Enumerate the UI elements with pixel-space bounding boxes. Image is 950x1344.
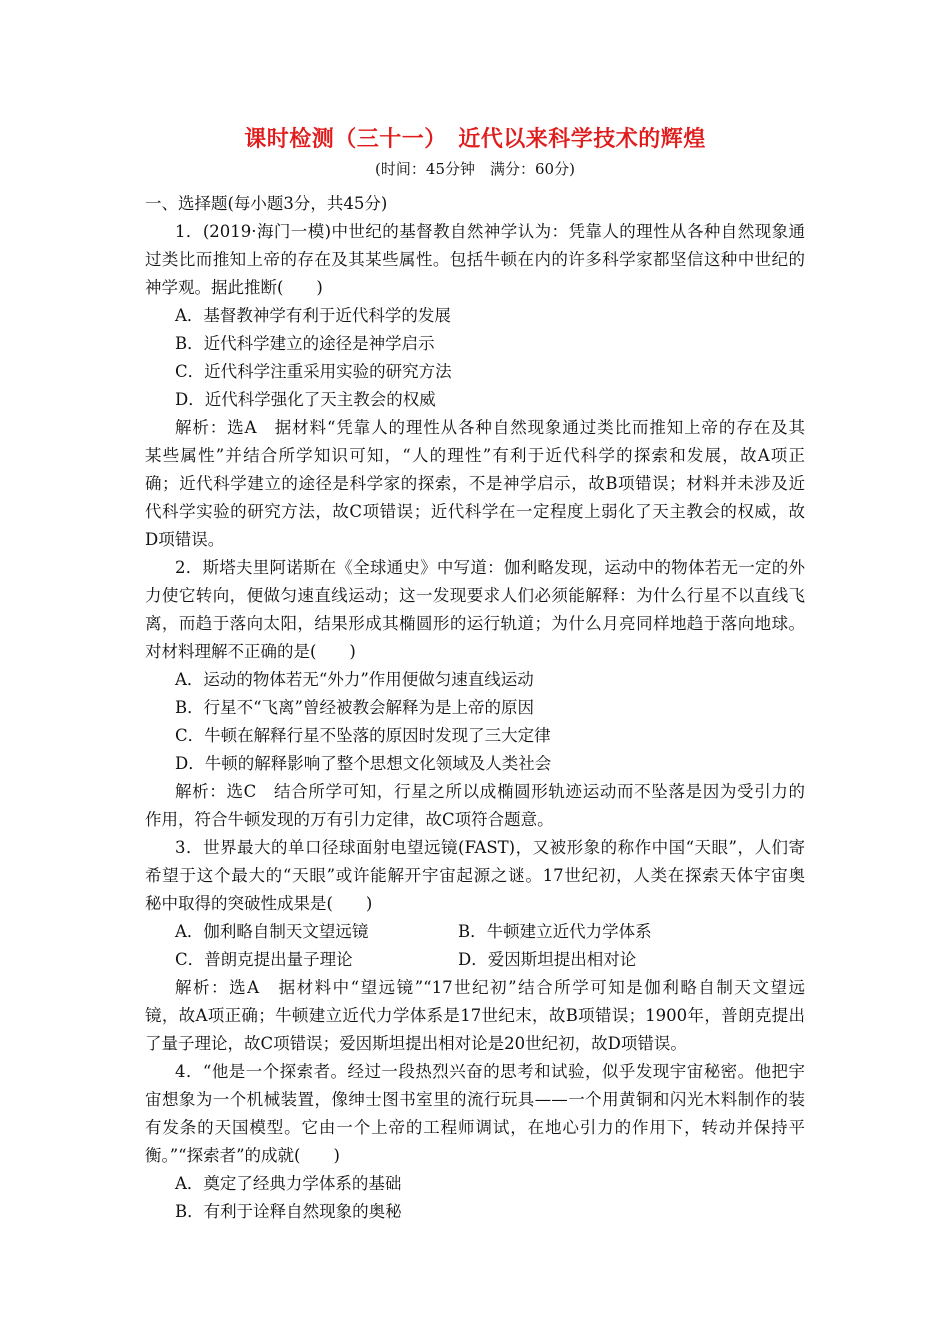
q2-stem-line-3: 离，而趋于落向太阳，结果形成其椭圆形的运行轨道；为什么月亮同样地趋于落向地球。 xyxy=(145,614,805,633)
q2-analysis-line-2: 作用，符合牛顿发现的万有引力定律，故C项符合题意。 xyxy=(145,810,554,829)
q4-stem-line-2: 宙想象为一个机械装置，像绅士图书室里的流行玩具——一个用黄铜和闪光木料制作的装 xyxy=(145,1090,805,1109)
q3-analysis-line-3: 了量子理论，故C项错误；爱因斯坦提出相对论是20世纪初，故D项错误。 xyxy=(145,1034,687,1053)
q1-stem-line-3: 神学观。据此推断( ) xyxy=(145,278,323,297)
q3-stem-line-2: 希望于这个最大的“天眼”或许能解开宇宙起源之谜。17世纪初，人类在探索天体宇宙奥 xyxy=(145,866,805,885)
q4-stem-line-3: 有发条的天国模型。它由一个上帝的工程师调试，在地心引力的作用下，转动并保持平 xyxy=(145,1118,805,1137)
q3-stem-line-1: 3．世界最大的单口径球面射电望远镜(FAST)，又被形象的称作中国“天眼”，人们寄 xyxy=(175,838,805,857)
q4-option-a: A．奠定了经典力学体系的基础 xyxy=(175,1174,402,1193)
q4-stem-line-1: 4．“他是一个探索者。经过一段热烈兴奋的思考和试验，似乎发现宇宙秘密。他把宇 xyxy=(175,1062,805,1081)
q1-analysis-line-1: 解析：选A 据材料“凭靠人的理性从各种自然现象通过类比而推知上帝的存在及其 xyxy=(175,418,805,437)
q2-stem-line-4: 对材料理解不正确的是( ) xyxy=(145,642,356,661)
q2-stem-line-1: 2．斯塔夫里阿诺斯在《全球通史》中写道：伽利略发现，运动中的物体若无一定的外 xyxy=(175,558,805,577)
q1-option-a: A．基督教神学有利于近代科学的发展 xyxy=(175,306,451,325)
q3-option-a: A．伽利略自制天文望远镜 xyxy=(175,922,369,941)
q2-option-d: D．牛顿的解释影响了整个思想文化领域及人类社会 xyxy=(175,754,552,773)
q1-option-d: D．近代科学强化了天主教会的权威 xyxy=(175,390,436,409)
q3-analysis-line-1: 解析：选A 据材料中“望远镜”“17世纪初”结合所学可知是伽利略自制天文望远 xyxy=(175,978,805,997)
q2-stem-line-2: 力使它转向，便做匀速直线运动；这一发现要求人们必须能解释：为什么行星不以直线飞 xyxy=(145,586,805,605)
q2-analysis-line-1: 解析：选C 结合所学可知，行星之所以成椭圆形轨迹运动而不坠落是因为受引力的 xyxy=(175,782,805,801)
page-title: 课时检测（三十一） 近代以来科学技术的辉煌 xyxy=(244,127,706,152)
q1-analysis-line-2: 某些属性”并结合所学知识可知，“人的理性”有利于近代科学的探索和发展，故A项正 xyxy=(145,446,805,465)
page-subtitle: (时间：45分钟 满分：60分) xyxy=(375,160,575,178)
q3-option-b: B．牛顿建立近代力学体系 xyxy=(458,922,652,941)
q1-analysis-line-3: 确；近代科学建立的途径是科学家的探索，不是神学启示，故B项错误；材料并未涉及近 xyxy=(145,474,805,493)
q1-option-b: B．近代科学建立的途径是神学启示 xyxy=(175,334,435,353)
q1-analysis-line-5: D项错误。 xyxy=(145,530,225,549)
q1-stem-line-2: 过类比而推知上帝的存在及其某些属性。包括牛顿在内的许多科学家都坚信这种中世纪的 xyxy=(145,250,805,269)
section-heading: 一、选择题(每小题3分，共45分) xyxy=(145,194,388,213)
q4-option-b: B．有利于诠释自然现象的奥秘 xyxy=(175,1202,402,1221)
q1-analysis-line-4: 代科学实验的研究方法，故C项错误；近代科学在一定程度上弱化了天主教会的权威，故 xyxy=(145,502,805,521)
q2-option-c: C．牛顿在解释行星不坠落的原因时发现了三大定律 xyxy=(175,726,551,745)
q2-option-b: B．行星不“飞离”曾经被教会解释为是上帝的原因 xyxy=(175,698,534,717)
q1-stem-line-1: 1．(2019·海门一模)中世纪的基督教自然神学认为：凭靠人的理性从各种自然现象通 xyxy=(175,222,805,241)
q3-stem-line-3: 秘中取得的突破性成果是( ) xyxy=(145,894,373,913)
q3-analysis-line-2: 镜，故A项正确；牛顿建立近代力学体系是17世纪末，故B项错误；1900年，普朗克提出 xyxy=(145,1006,805,1025)
q4-stem-line-4: 衡。”“探索者”的成就( ) xyxy=(145,1146,340,1165)
q2-option-a: A．运动的物体若无“外力”作用便做匀速直线运动 xyxy=(175,670,534,689)
q3-option-d: D．爱因斯坦提出相对论 xyxy=(458,950,637,969)
q3-option-c: C．普朗克提出量子理论 xyxy=(175,950,353,969)
q1-option-c: C．近代科学注重采用实验的研究方法 xyxy=(175,362,452,381)
